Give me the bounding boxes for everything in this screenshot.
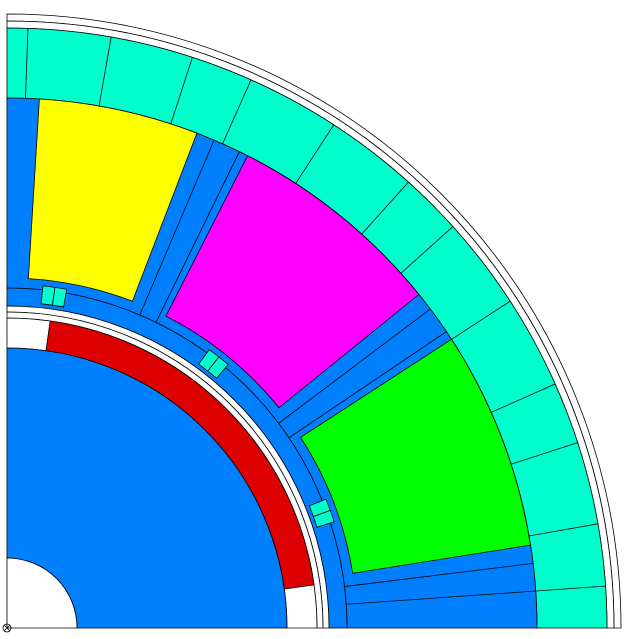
tooth-tip-1b bbox=[41, 286, 55, 305]
